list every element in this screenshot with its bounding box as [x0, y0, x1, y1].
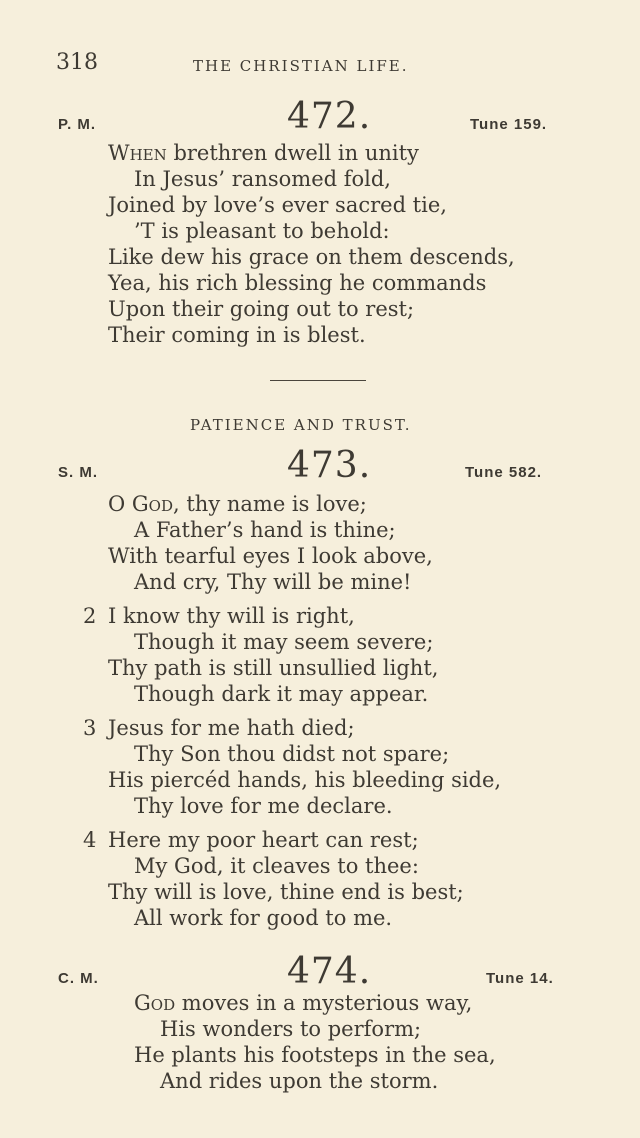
first-word: When [108, 141, 167, 165]
hymn-number: 473. [287, 445, 372, 486]
hymn-line: Joined by love’s ever sacred tie, [108, 193, 447, 217]
hymn-line: Upon their going out to rest; [108, 297, 415, 321]
hymn-line: A Father’s hand is thine; [134, 518, 396, 542]
hymn-line: With tearful eyes I look above, [108, 544, 433, 568]
hymn-line: Thy path is still unsullied light, [108, 656, 439, 680]
hymn-meter: P. M. [58, 116, 97, 133]
hymn-line: Though dark it may appear. [134, 682, 429, 706]
hymn-line: And rides upon the storm. [160, 1069, 439, 1093]
hymn-line: He plants his footsteps in the sea, [134, 1043, 496, 1067]
hymn-line: My God, it cleaves to thee: [134, 854, 419, 878]
hymn-line: Like dew his grace on them descends, [108, 245, 515, 269]
hymn-line: Jesus for me hath died; [108, 716, 355, 740]
hymn-line: Thy Son thou didst not spare; [134, 742, 450, 766]
hymn-tune: Tune 159. [470, 116, 548, 133]
hymn-tune: Tune 14. [486, 970, 554, 987]
stanza-number: 2 [83, 604, 97, 628]
hymn-line: ’T is pleasant to behold: [134, 219, 390, 243]
line-text: , thy name is love; [173, 492, 367, 516]
hymn-meter: C. M. [58, 970, 99, 987]
line-prefix: O [108, 492, 126, 516]
hymn-line: Thy love for me declare. [134, 794, 393, 818]
first-word: God [134, 991, 176, 1015]
hymn-line: In Jesus’ ransomed fold, [134, 167, 391, 191]
stanza-number: 3 [83, 716, 97, 740]
hymn-line: All work for good to me. [134, 906, 393, 930]
line-text: moves in a mysterious way, [181, 991, 473, 1015]
section-title: PATIENCE AND TRUST. [190, 416, 412, 434]
hymn-number: 474. [287, 951, 372, 992]
hymn-tune: Tune 582. [465, 464, 543, 481]
first-word: God [131, 492, 174, 516]
page-number: 318 [56, 50, 98, 75]
hymn-line: Thy will is love, thine end is best; [108, 880, 464, 904]
hymn-line [108, 141, 419, 165]
hymn-line: His piercéd hands, his bleeding side, [108, 768, 502, 792]
hymn-line [108, 492, 367, 516]
hymn-line: Though it may seem severe; [134, 630, 434, 654]
hymn-line: His wonders to perform; [160, 1017, 422, 1041]
line-text: brethren dwell in unity [173, 141, 419, 165]
hymn-line: I know thy will is right, [108, 604, 355, 628]
running-title: THE CHRISTIAN LIFE. [193, 57, 409, 75]
hymn-line: Their coming in is blest. [108, 323, 366, 347]
hymn-meter: S. M. [58, 464, 99, 481]
stanza-number: 4 [83, 828, 97, 852]
hymn-line: Here my poor heart can rest; [108, 828, 419, 852]
hymn-line [134, 991, 472, 1015]
hymn-number: 472. [287, 96, 372, 137]
hymn-line: Yea, his rich blessing he commands [108, 271, 487, 295]
section-divider [270, 380, 366, 381]
hymn-line: And cry, Thy will be mine! [134, 570, 412, 594]
